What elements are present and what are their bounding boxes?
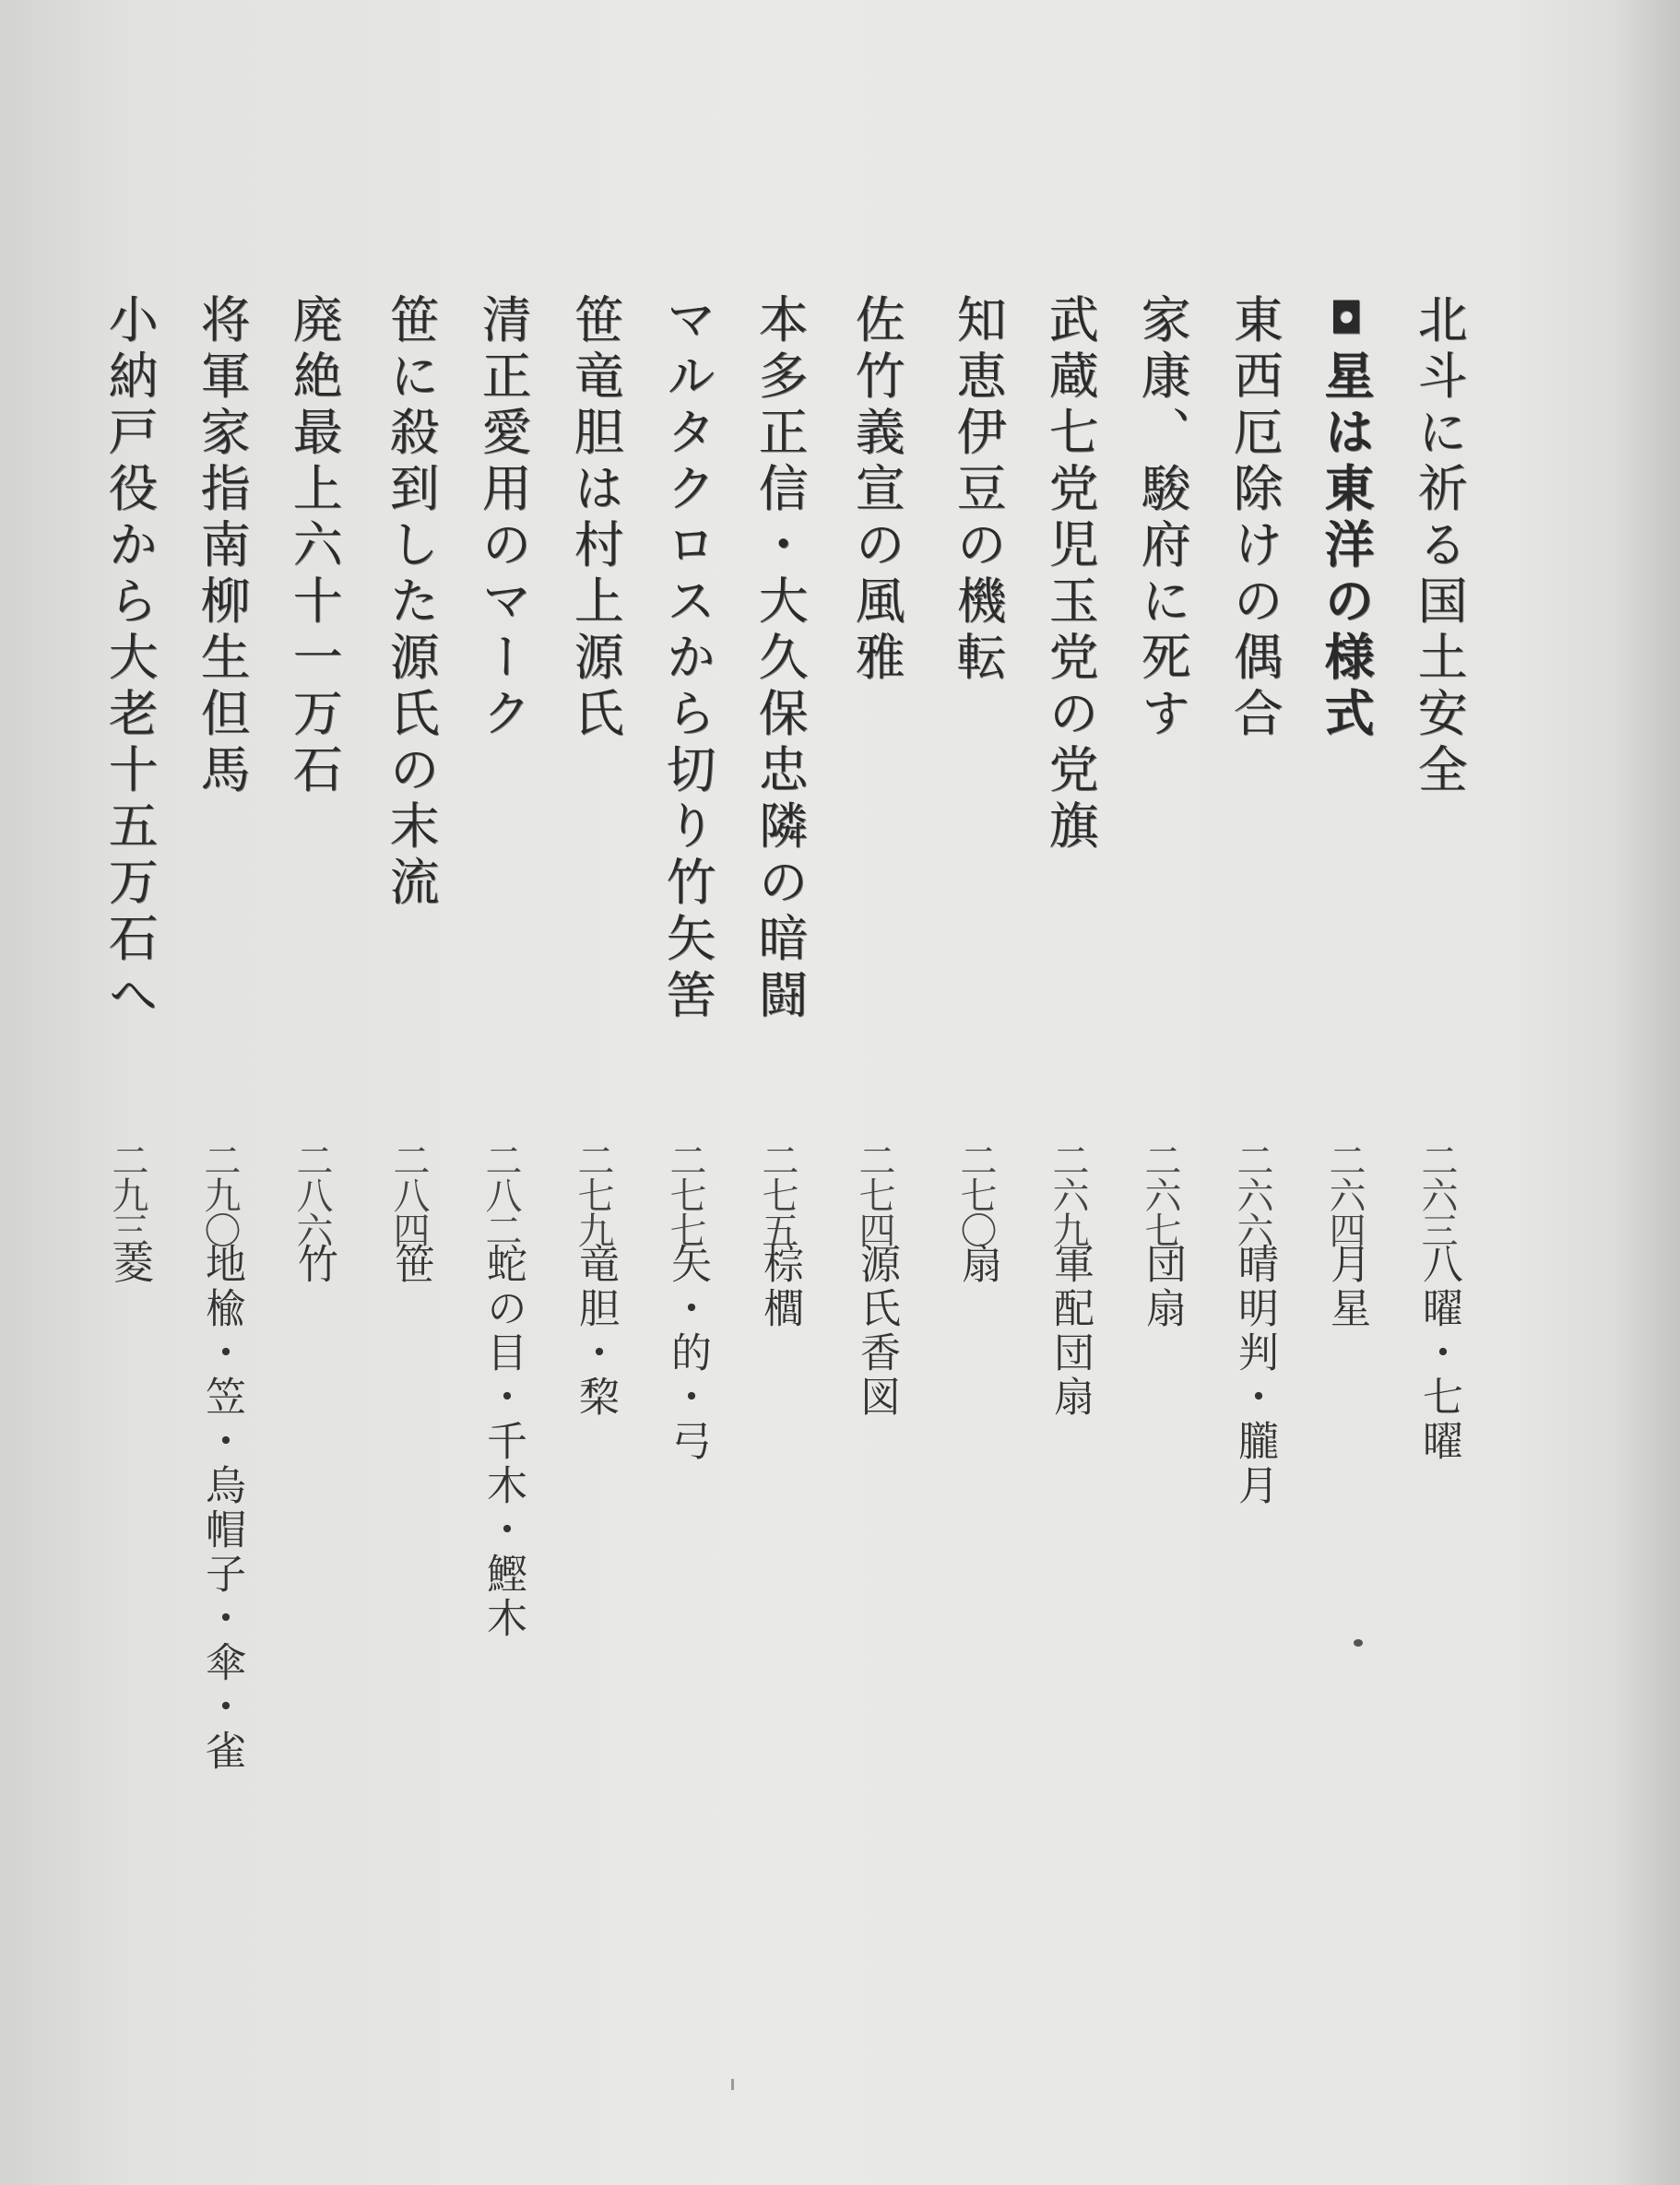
page-number: 二七四	[853, 1141, 895, 1246]
crest-names: 源氏香図	[853, 1243, 900, 1420]
page-number: 二七五	[756, 1141, 799, 1246]
chapter-title: 笹に殺到した源氏の末流	[382, 293, 440, 913]
crest-names: 竜胆・棃	[572, 1243, 619, 1420]
page-number: 二八四	[387, 1141, 430, 1246]
chapter-title: マルタクロスから切り竹矢筈	[658, 293, 716, 1025]
page-number: 二七〇	[954, 1141, 997, 1246]
chapter-title: 北斗に祈る国土安全	[1410, 293, 1468, 800]
chapter-title: 笹竜胆は村上源氏	[566, 293, 624, 744]
page-number: 二六九	[1047, 1141, 1089, 1246]
crest-names: 笹	[387, 1243, 434, 1287]
section-marker-icon: ◘	[1321, 293, 1371, 350]
page-edge-shadow	[1615, 0, 1680, 2185]
crest-names: 地楡・笠・烏帽子・傘・雀	[198, 1243, 245, 1774]
crest-names: 晴明判・朧月	[1231, 1243, 1278, 1508]
crest-names: 八曜・七曜	[1415, 1243, 1462, 1464]
chapter-title: 小納戸役から大老十五万石へ	[101, 293, 159, 1025]
crest-names: 棕櫚	[756, 1243, 803, 1331]
chapter-title: 佐竹義宣の風雅	[847, 293, 905, 688]
crest-names: 扇	[954, 1243, 1001, 1287]
page-number: 二八二	[479, 1141, 522, 1246]
ink-speck	[1354, 1639, 1363, 1647]
chapter-title: 将軍家指南柳生但馬	[193, 293, 251, 800]
chapter-title: 武蔵七党児玉党の党旗	[1041, 293, 1099, 856]
crest-names: 蛇の目・千木・鰹木	[479, 1243, 526, 1641]
chapter-title: 家康、駿府に死す	[1133, 293, 1191, 744]
page-number: 二七九	[572, 1141, 614, 1246]
page-number: 二六三	[1415, 1141, 1458, 1246]
section-title: ◘星は東洋の様式	[1317, 293, 1376, 744]
crest-names: 竹	[290, 1243, 337, 1287]
crest-names: 菱	[106, 1243, 153, 1287]
page-number: 二六四	[1323, 1141, 1366, 1246]
chapter-title: 清正愛用のマーク	[474, 293, 532, 744]
crest-names: 団扇	[1139, 1243, 1186, 1331]
chapter-title: 知恵伊豆の機転	[949, 293, 1007, 688]
page-number: 二九三	[106, 1141, 148, 1246]
chapter-title: 廃絶最上六十一万石	[285, 293, 343, 800]
chapter-title: 本多正信・大久保忠隣の暗闘	[751, 293, 809, 1025]
paper-mark	[731, 2079, 734, 2090]
page-number: 二九〇	[198, 1141, 241, 1246]
crest-names: 軍配団扇	[1047, 1243, 1094, 1420]
page-number: 二八六	[290, 1141, 333, 1246]
page-number: 二七七	[664, 1141, 706, 1246]
chapter-title: 東西厄除けの偶合	[1225, 293, 1284, 744]
crest-names: 矢・的・弓	[664, 1243, 711, 1464]
page-number: 二六六	[1231, 1141, 1273, 1246]
page-number: 二六七	[1139, 1141, 1181, 1246]
crest-names: 月星	[1323, 1243, 1370, 1331]
